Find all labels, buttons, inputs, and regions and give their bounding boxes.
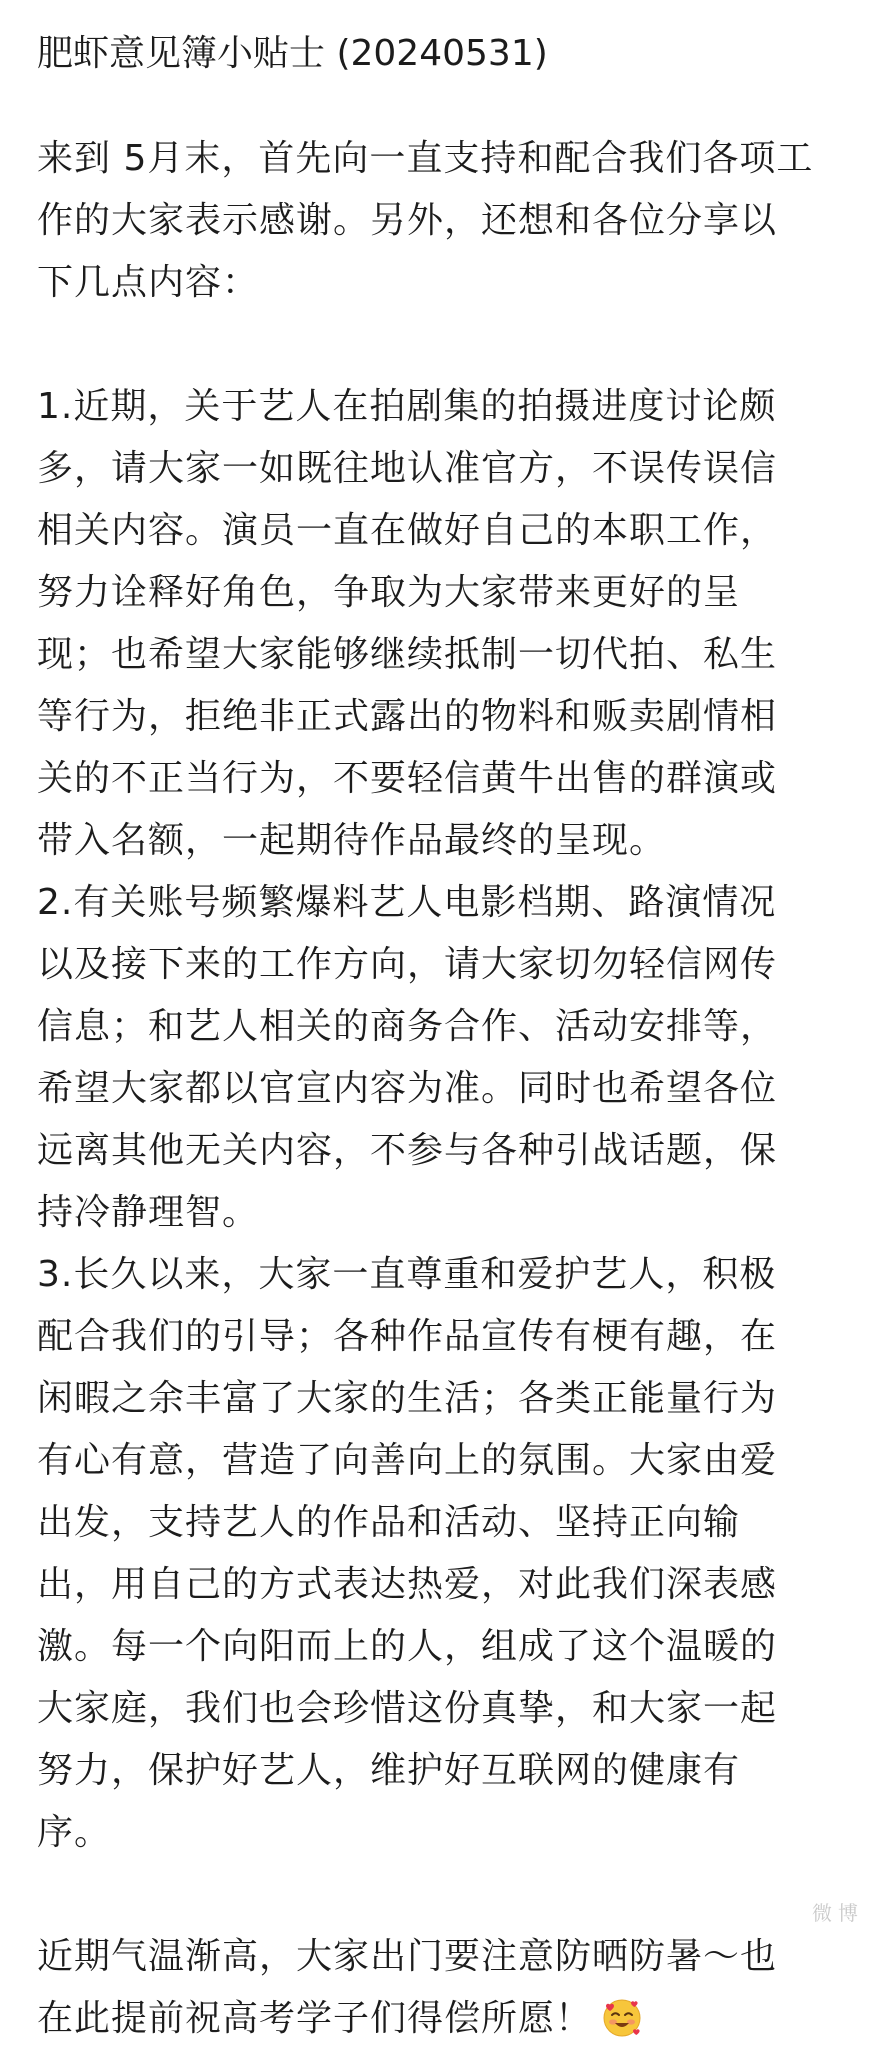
point-1-paragraph [37, 376, 858, 872]
point-3-line: 努力，保护好艺人，维护好互联网的健康有 [37, 1750, 741, 1791]
point-2-line: 2.有关账号频繁爆料艺人电影档期、路演情况 [37, 882, 777, 923]
point-3-line: 出发，支持艺人的作品和活动、坚持正向输 [37, 1502, 741, 1543]
point-1-line: 努力诠释好角色，争取为大家带来更好的呈 [37, 572, 741, 613]
point-2-line: 信息；和艺人相关的商务合作、活动安排等， [37, 1006, 778, 1047]
point-1-line: 1.近期，关于艺人在拍剧集的拍摄进度讨论颇 [37, 386, 777, 427]
spacer [37, 1864, 858, 1926]
point-3-line: 出，用自己的方式表达热爱，对此我们深表感 [37, 1564, 778, 1605]
point-2-line: 持冷静理智。 [37, 1192, 260, 1233]
point-3-line: 3.长久以来，大家一直尊重和爱护艺人，积极 [37, 1254, 777, 1295]
closing-line: 近期气温渐高，大家出门要注意防晒防暑～也 [37, 1936, 778, 1977]
point-1-line: 现；也希望大家能够继续抵制一切代拍、私生 [37, 634, 778, 675]
point-3-line: 闲暇之余丰富了大家的生活；各类正能量行为 [37, 1378, 778, 1419]
point-1-line: 等行为，拒绝非正式露出的物料和贩卖剧情相 [37, 696, 778, 737]
point-2-line: 以及接下来的工作方向，请大家切勿轻信网传 [37, 944, 778, 985]
spacer [37, 88, 858, 128]
point-3-paragraph [37, 1244, 858, 1864]
point-2-line: 远离其他无关内容，不参与各种引战话题，保 [37, 1130, 778, 1171]
watermark: 微博 [812, 1901, 864, 1925]
point-3-line: 大家庭，我们也会珍惜这份真挚，和大家一起 [37, 1688, 778, 1729]
point-3-line: 有心有意，营造了向善向上的氛围。大家由爱 [37, 1440, 778, 1481]
point-2-line: 希望大家都以官宣内容为准。同时也希望各位 [37, 1068, 778, 1109]
smiling-face-with-hearts-icon [602, 1996, 642, 2036]
point-3-line: 序。 [37, 1812, 112, 1853]
point-1-line: 带入名额，一起期待作品最终的呈现。 [37, 820, 667, 861]
point-3-line: 激。每一个向阳而上的人，组成了这个温暖的 [37, 1626, 778, 1667]
closing-line-with-emoji [37, 1988, 858, 2050]
spacer [37, 314, 858, 376]
note-title: 肥虾意见簿小贴士 (20240531) [37, 33, 548, 74]
point-2-paragraph [37, 872, 858, 1244]
point-1-line: 多，请大家一如既往地认准官方，不误传误信 [37, 448, 778, 489]
point-1-line: 相关内容。演员一直在做好自己的本职工作， [37, 510, 778, 551]
point-3-line: 配合我们的引导；各种作品宣传有梗有趣，在 [37, 1316, 778, 1357]
closing-line-text: 在此提前祝高考学子们得偿所愿！ [37, 1998, 593, 2039]
intro-line: 作的大家表示感谢。另外，还想和各位分享以 [37, 200, 778, 241]
closing-paragraph [37, 1926, 858, 2050]
intro-line: 下几点内容： [37, 262, 260, 303]
intro-paragraph [37, 128, 858, 314]
point-1-line: 关的不正当行为，不要轻信黄牛出售的群演或 [37, 758, 778, 799]
intro-line: 来到 5月末，首先向一直支持和配合我们各项工 [37, 138, 814, 179]
